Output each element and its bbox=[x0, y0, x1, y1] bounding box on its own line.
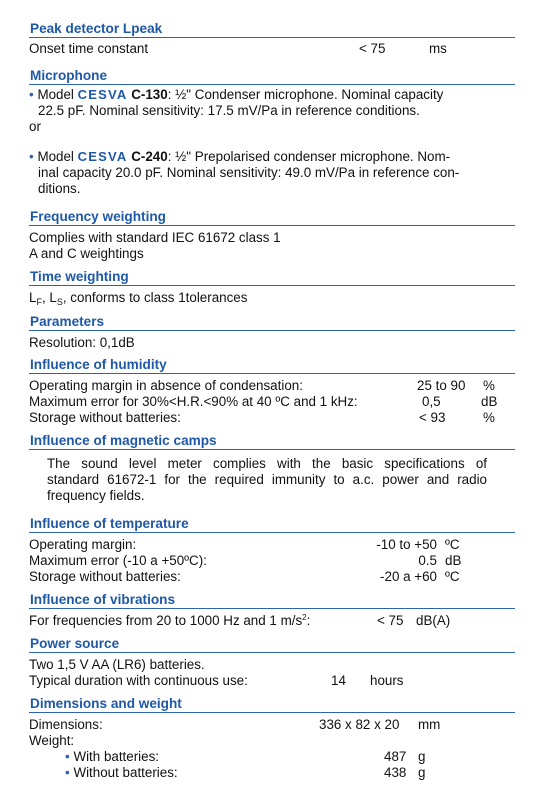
spec-row bbox=[29, 378, 515, 394]
spec-value: 438 bbox=[384, 765, 407, 780]
spec-label: Without batteries: bbox=[73, 765, 178, 780]
spec-value: 336 x 82 x 20 bbox=[319, 717, 400, 732]
weight-bullet bbox=[29, 749, 159, 764]
spec-value: 25 to 90 bbox=[417, 378, 466, 393]
model-desc: : ½" Prepolarised condenser microphone. Nom- bbox=[167, 149, 451, 164]
vibrations-title-text: Influence of vibrations bbox=[30, 592, 176, 607]
spec-unit: hours bbox=[370, 673, 404, 688]
spec-label: Onset time constant bbox=[29, 41, 149, 56]
parameters-line: Resolution: 0,1dB bbox=[29, 335, 135, 350]
bullet-icon: • bbox=[29, 87, 34, 102]
power-line: Two 1,5 V AA (LR6) batteries. bbox=[29, 657, 205, 672]
spec-unit: ºC bbox=[445, 569, 460, 584]
time-line bbox=[29, 290, 515, 307]
bullet-icon: • bbox=[29, 149, 34, 164]
spec-unit: dB bbox=[445, 553, 462, 568]
frequency-line: Complies with standard IEC 61672 class 1 bbox=[29, 230, 281, 245]
section-title-peak bbox=[29, 21, 515, 38]
section-magnetic bbox=[29, 433, 515, 504]
magnetic-line: frequency fields. bbox=[47, 488, 145, 503]
spec-row bbox=[29, 394, 515, 410]
spec-row bbox=[29, 41, 515, 57]
section-peak bbox=[29, 21, 515, 57]
model-desc-cont: inal capacity 20.0 pF. Nominal sensitivity: 49.0 mV/Pa in reference con- bbox=[38, 165, 460, 180]
section-title-frequency bbox=[29, 209, 515, 226]
spec-value: 487 bbox=[384, 749, 407, 764]
frequency-line: A and C weightings bbox=[29, 246, 144, 261]
time-f-sub: F bbox=[36, 297, 42, 307]
spec-label: For frequencies from 20 to 1000 Hz and 1 m/s bbox=[29, 613, 303, 628]
cesva-logo: CESVA bbox=[77, 87, 128, 102]
spec-row bbox=[29, 765, 515, 781]
section-dimensions bbox=[29, 696, 515, 781]
spec-value: 0,5 bbox=[422, 394, 441, 409]
spec-label: Storage without batteries: bbox=[29, 410, 181, 425]
spec-row bbox=[29, 733, 515, 749]
model-name: C-130 bbox=[131, 87, 168, 102]
spec-label: Storage without batteries: bbox=[29, 569, 181, 584]
spec-unit: mm bbox=[418, 717, 441, 732]
spec-unit: % bbox=[483, 410, 495, 425]
magnetic-line: The sound level meter complies with the basic specifications of bbox=[47, 456, 487, 471]
section-title-microphone bbox=[29, 68, 515, 85]
spec-label: Operating margin in absence of condensation: bbox=[29, 378, 303, 393]
time-title-text: Time weighting bbox=[30, 269, 129, 284]
time-sep: , L bbox=[41, 290, 57, 305]
spec-unit: g bbox=[418, 749, 426, 764]
spec-row bbox=[29, 717, 515, 733]
section-title-parameters bbox=[29, 314, 515, 331]
magnetic-title-text: Influence of magnetic camps bbox=[30, 433, 217, 448]
or-text: or bbox=[29, 119, 41, 134]
spec-row bbox=[29, 537, 515, 553]
spec-colon: : bbox=[306, 613, 311, 628]
spec-sup: 2 bbox=[302, 613, 307, 622]
model-prefix: Model bbox=[37, 87, 74, 102]
spec-label: Weight: bbox=[29, 733, 75, 748]
section-title-dimensions bbox=[29, 696, 515, 713]
spec-value: 0.5 bbox=[418, 553, 437, 568]
model-desc: : ½" Condenser microphone. Nominal capacity bbox=[167, 87, 444, 102]
spec-row bbox=[29, 673, 515, 689]
spec-label: Maximum error (-10 a +50ºC): bbox=[29, 553, 207, 568]
section-title-time bbox=[29, 269, 515, 286]
section-parameters bbox=[29, 314, 515, 351]
humidity-title-text: Influence of humidity bbox=[30, 357, 167, 372]
spec-row bbox=[29, 410, 515, 426]
section-power bbox=[29, 636, 515, 689]
dimensions-title-text: Dimensions and weight bbox=[30, 696, 182, 711]
spec-row bbox=[29, 749, 515, 765]
section-temperature bbox=[29, 516, 515, 585]
model-desc-cont: 22.5 pF. Nominal sensitivity: 17.5 mV/Pa in reference conditions. bbox=[38, 103, 420, 118]
section-title-vibrations bbox=[29, 592, 515, 609]
bullet-icon: • bbox=[65, 765, 70, 780]
magnetic-line: standard 61672-1 for the required immunity to a.c. power and radio bbox=[47, 472, 487, 487]
spec-value: -20 a +60 bbox=[380, 569, 437, 584]
spec-unit: dB(A) bbox=[416, 613, 451, 628]
section-title-magnetic bbox=[29, 433, 515, 450]
spec-value: < 75 bbox=[359, 41, 386, 56]
power-title-text: Power source bbox=[30, 636, 120, 651]
microphone-item-c240 bbox=[29, 149, 515, 197]
section-time bbox=[29, 269, 515, 307]
section-microphone bbox=[29, 68, 515, 197]
spec-label: Maximum error for 30%<H.R.<90% at 40 ºC and 1 kHz: bbox=[29, 394, 358, 409]
bullet-icon: • bbox=[65, 749, 70, 764]
spec-label: Typical duration with continuous use: bbox=[29, 673, 248, 688]
section-humidity bbox=[29, 357, 515, 426]
spec-row bbox=[29, 569, 515, 585]
spec-value: -10 to +50 bbox=[376, 537, 437, 552]
spec-unit: ms bbox=[429, 41, 447, 56]
frequency-title-text: Frequency weighting bbox=[30, 209, 166, 224]
section-title-power bbox=[29, 636, 515, 653]
model-name: C-240 bbox=[131, 149, 168, 164]
spec-unit: dB bbox=[481, 394, 498, 409]
spec-unit: % bbox=[483, 378, 495, 393]
spec-unit: ºC bbox=[445, 537, 460, 552]
cesva-logo: CESVA bbox=[77, 149, 128, 164]
time-s-sub: S bbox=[56, 297, 63, 307]
section-title-temperature bbox=[29, 516, 515, 533]
model-desc-cont: ditions. bbox=[38, 181, 81, 196]
temperature-title-text: Influence of temperature bbox=[30, 516, 189, 531]
parameters-title-text: Parameters bbox=[30, 314, 105, 329]
temperature-rows bbox=[29, 537, 515, 585]
weight-bullet bbox=[29, 765, 178, 780]
section-vibrations bbox=[29, 592, 515, 629]
spec-value: 14 bbox=[331, 673, 346, 688]
section-frequency bbox=[29, 209, 515, 262]
microphone-item-c130 bbox=[29, 87, 515, 119]
peak-title-text: Peak detector Lpeak bbox=[30, 21, 163, 36]
spec-row bbox=[29, 613, 515, 629]
spec-label: Dimensions: bbox=[29, 717, 103, 732]
spec-value: < 75 bbox=[377, 613, 404, 628]
model-prefix: Model bbox=[37, 149, 74, 164]
section-title-humidity bbox=[29, 357, 515, 374]
magnetic-text bbox=[29, 456, 487, 504]
time-l: L bbox=[29, 290, 37, 305]
humidity-rows bbox=[29, 378, 515, 426]
spec-value: < 93 bbox=[419, 410, 446, 425]
time-rest: , conforms to class 1tolerances bbox=[62, 290, 248, 305]
spec-label: Operating margin: bbox=[29, 537, 137, 552]
spec-row bbox=[29, 553, 515, 569]
microphone-title-text: Microphone bbox=[30, 68, 108, 83]
spec-label: With batteries: bbox=[73, 749, 160, 764]
spec-unit: g bbox=[418, 765, 426, 780]
